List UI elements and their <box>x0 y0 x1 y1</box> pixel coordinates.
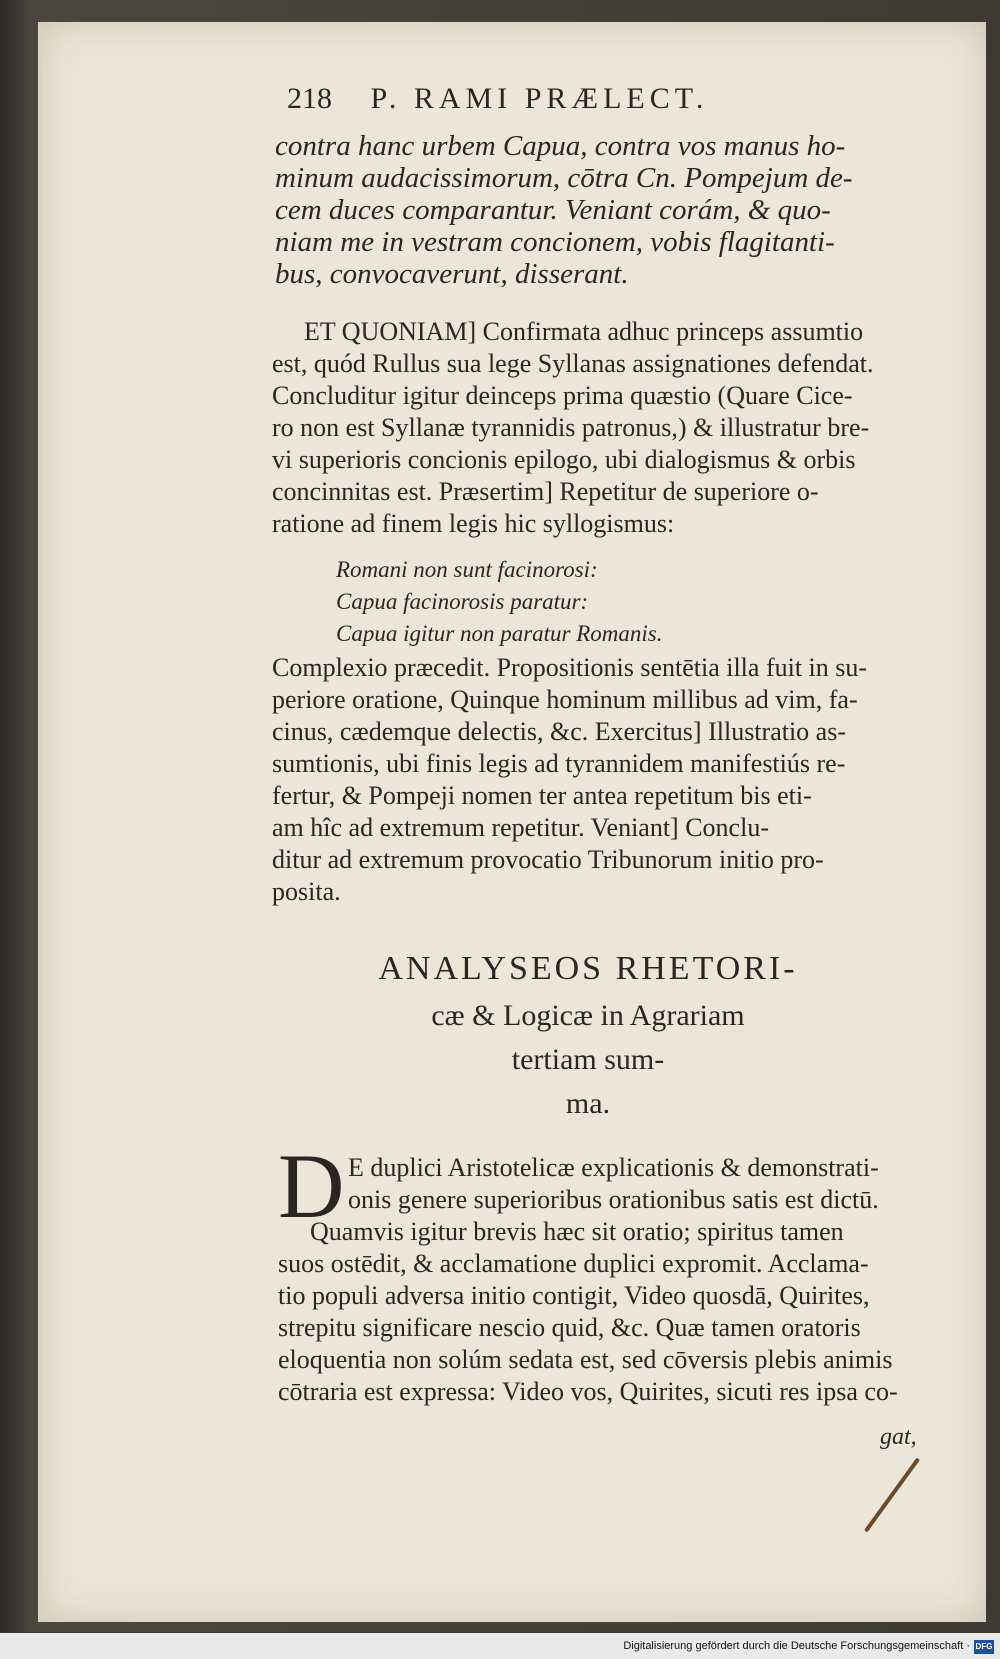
footer-credit: Digitalisierung gefördert durch die Deutsche Forschungsgemeinschaft · <box>623 1640 970 1652</box>
text-line: strepitu significare nescio quid, &c. Quæ tamen oratoris <box>278 1313 861 1342</box>
heading-line: ANALYSEOS RHETORI- <box>378 950 798 987</box>
text-line: vi superioris concionis epilogo, ubi dialogismus & orbis <box>272 445 856 474</box>
text-line: cōtraria est expressa: Video vos, Quirites, sicuti res ipsa co- <box>278 1377 898 1406</box>
commentary-paragraph-1 <box>272 316 912 540</box>
text-line: contra hanc urbem Capua, contra vos manus ho- <box>275 130 846 162</box>
text-line: fertur, & Pompeji nomen ter antea repetitum bis eti- <box>272 781 812 810</box>
text-line: ditur ad extremum provocatio Tribunorum initio pro- <box>272 845 824 874</box>
text-line: eloquentia non solúm sedata est, sed cōversis plebis animis <box>278 1345 893 1374</box>
running-title: P. RAMI PRÆLECT. <box>370 82 709 115</box>
text-line: niam me in vestram concionem, vobis flagitanti- <box>275 226 835 258</box>
heading-line: tertiam sum- <box>511 1043 665 1076</box>
syllogism-line: Romani non sunt facinorosi: <box>336 557 598 582</box>
text-line: tio populi adversa initio contigit, Video quosdā, Quirites, <box>278 1281 870 1310</box>
section-heading <box>258 944 918 1126</box>
text-line: onis genere superioribus orationibus satis est dictū. <box>348 1185 879 1214</box>
text-line: concinnitas est. Præsertim] Repetitur de superiore o- <box>272 477 819 506</box>
heading-line: cæ & Logicæ in Agrariam <box>431 999 745 1032</box>
page-number: 218 <box>287 82 332 115</box>
heading-line: ma. <box>565 1087 611 1120</box>
commentary-paragraph-2 <box>272 652 912 908</box>
text-line: est, quód Rullus sua lege Syllanas assignationes defendat. <box>272 349 874 378</box>
text-line: suos ostēdit, & acclamatione duplici expromit. Acclama- <box>278 1249 869 1278</box>
closing-paragraph <box>278 1152 918 1408</box>
text-line: Concluditur igitur deinceps prima quæstio (Quare Cice- <box>272 381 853 410</box>
text-line: am hîc ad extremum repetitur. Veniant] Conclu- <box>272 813 769 842</box>
text-line: cem duces comparantur. Veniant corám, & quo- <box>275 194 831 226</box>
italic-passage <box>275 130 915 290</box>
text-line: posita. <box>272 877 341 906</box>
text-line: ratione ad finem legis hic syllogismus: <box>272 509 675 538</box>
text-line: sumtionis, ubi finis legis ad tyrannidem manifestiús re- <box>272 749 846 778</box>
text-line: bus, convocaverunt, disserant. <box>275 258 629 290</box>
text-line: periore oratione, Quinque hominum millibus ad vim, fa- <box>272 685 858 714</box>
running-head <box>287 82 887 116</box>
drop-cap: D <box>278 1135 345 1237</box>
text-line: E duplici Aristotelicæ explicationis & demonstrati- <box>348 1153 879 1182</box>
text-line: Quamvis igitur brevis hæc sit oratio; spiritus tamen <box>310 1217 844 1246</box>
dfg-logo: DFG <box>974 1640 994 1654</box>
text-line: ET QUONIAM] Confirmata adhuc princeps assumtio <box>304 317 864 346</box>
syllogism-line: Capua facinorosis paratur: <box>336 589 589 614</box>
syllogism-line: Capua igitur non paratur Romanis. <box>336 621 663 646</box>
text-line: Complexio præcedit. Propositionis sentētia illa fuit in su- <box>272 653 868 682</box>
text-line: ro non est Syllanæ tyrannidis patronus,) & illustratur bre- <box>272 413 870 442</box>
syllogism <box>272 554 912 650</box>
footer-bar <box>0 1633 1000 1659</box>
catchword: gat, <box>880 1424 917 1450</box>
text-line: minum audacissimorum, cōtra Cn. Pompejum de- <box>275 162 853 194</box>
text-line: cinus, cædemque delectis, &c. Exercitus] Illustratio as- <box>272 717 846 746</box>
